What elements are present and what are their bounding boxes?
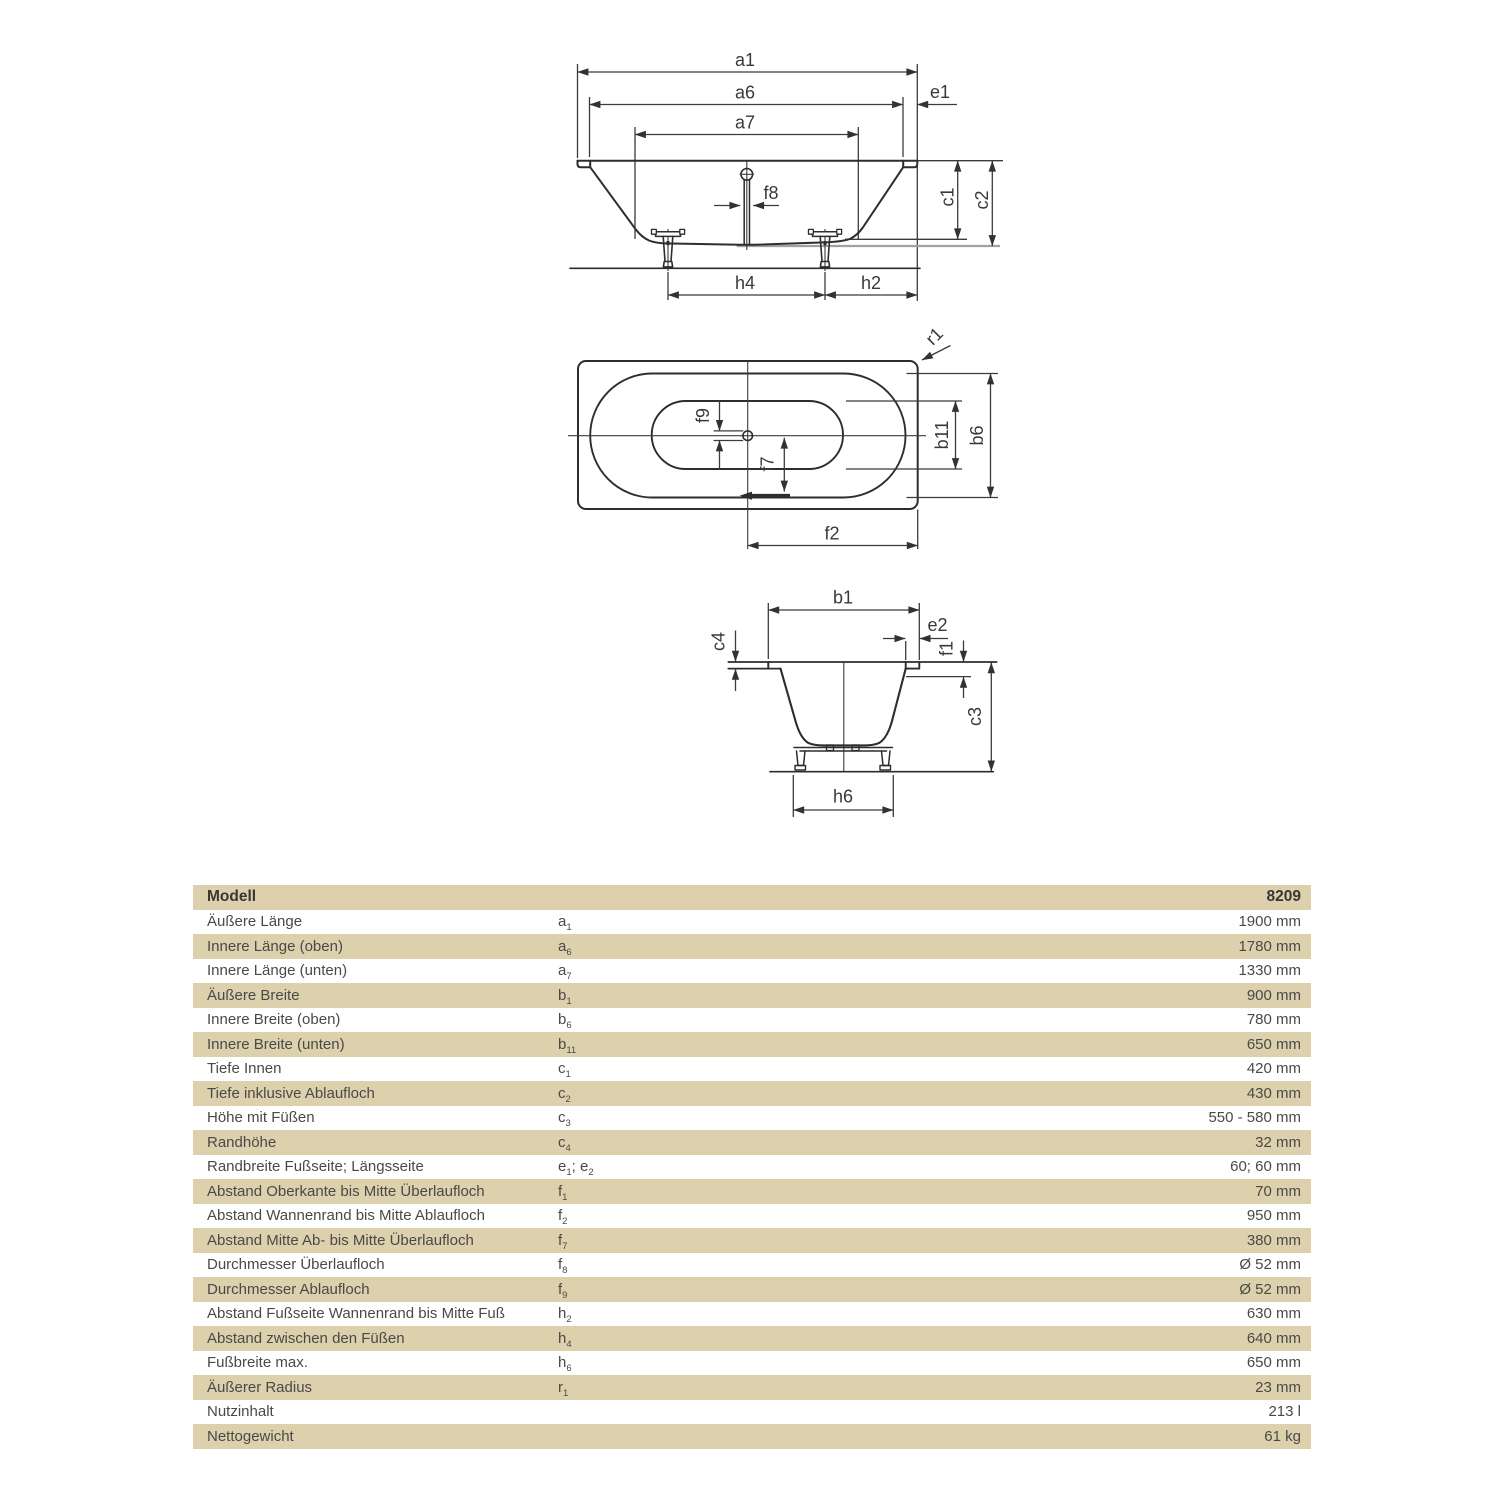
dim-label-h6: h6 (832, 786, 854, 807)
row-value: 780 mm (1246, 1011, 1301, 1029)
row-symbol: $r_1$ (558, 1378, 569, 1399)
row-symbol: $a_1$ (558, 913, 572, 934)
row-value: 213 l (1268, 1403, 1301, 1421)
dim-label-h4: h4 (734, 273, 756, 293)
table-header-model-number: 8209 (1266, 888, 1301, 906)
row-label: Innere Breite (unten) (207, 1035, 345, 1053)
row-label: Randhöhe (207, 1133, 277, 1151)
table-row (193, 1277, 1311, 1302)
row-label: Höhe mit Füßen (207, 1109, 315, 1127)
row-label: Tiefe inklusive Ablaufloch (207, 1084, 375, 1102)
table-row (193, 1106, 1311, 1131)
table-row (193, 1326, 1311, 1351)
row-label: Durchmesser Überlaufloch (207, 1256, 385, 1274)
row-symbol: $b_6$ (558, 1011, 572, 1032)
row-symbol: $f_1$ (558, 1182, 568, 1203)
row-value: 1900 mm (1238, 913, 1301, 931)
row-symbol: $c_4$ (558, 1133, 571, 1154)
table-row (193, 1375, 1311, 1400)
dim-label-a1: a1 (734, 50, 756, 70)
row-symbol: $f_9$ (558, 1280, 568, 1301)
row-symbol: $b_{11}$ (558, 1035, 577, 1056)
row-symbol: $h_2$ (558, 1305, 572, 1326)
dim-label-r1: r1 (921, 323, 947, 349)
row-symbol: $h_4$ (558, 1329, 572, 1350)
row-symbol: $b_1$ (558, 986, 572, 1007)
row-value: 70 mm (1255, 1182, 1301, 1200)
dim-label-c4: c4 (708, 631, 729, 652)
row-label: Äußere Breite (207, 986, 300, 1004)
table-row (193, 959, 1311, 984)
row-label: Tiefe Innen (207, 1060, 282, 1078)
row-value: 550 - 580 mm (1208, 1109, 1301, 1127)
row-label: Abstand Wannenrand bis Mitte Ablaufloch (207, 1207, 485, 1225)
table-row (193, 1253, 1311, 1278)
spec-table (193, 885, 1311, 1449)
row-symbol: $a_7$ (558, 962, 572, 983)
row-symbol: $a_6$ (558, 937, 572, 958)
dim-label-f2: f2 (824, 523, 840, 544)
row-value: 32 mm (1255, 1133, 1301, 1151)
dim-label-e2: e2 (927, 615, 948, 635)
row-symbol: $f_2$ (558, 1207, 568, 1228)
table-row (193, 1008, 1311, 1033)
table-row (193, 1179, 1311, 1204)
row-label: Abstand Oberkante bis Mitte Überlaufloch (207, 1182, 485, 1200)
dim-label-f7: f7 (757, 456, 778, 472)
dim-label-a6: a6 (734, 82, 756, 103)
table-row (193, 910, 1311, 935)
row-value: 650 mm (1246, 1354, 1301, 1372)
spec-table-rows (193, 910, 1311, 1449)
table-header-row (193, 885, 1311, 910)
cross-section-drawing (709, 588, 997, 818)
table-row (193, 1351, 1311, 1376)
row-symbol: $c_3$ (558, 1109, 571, 1130)
side-view-drawing (570, 50, 1003, 301)
row-symbol: $c_1$ (558, 1060, 571, 1081)
dim-label-e1: e1 (929, 82, 951, 102)
table-row (193, 1228, 1311, 1253)
row-symbol: $f_7$ (558, 1231, 568, 1252)
table-row (193, 1302, 1311, 1327)
row-value: 1780 mm (1238, 937, 1301, 955)
dim-label-b1: b1 (832, 587, 854, 608)
dim-label-c1: c1 (937, 187, 958, 207)
row-value: 630 mm (1246, 1305, 1301, 1323)
table-row (193, 1204, 1311, 1229)
row-label: Innere Länge (oben) (207, 937, 343, 955)
row-value: Ø 52 mm (1239, 1256, 1301, 1274)
row-label: Randbreite Fußseite; Längsseite (207, 1158, 424, 1176)
dim-label-h2: h2 (860, 273, 882, 293)
row-label: Nutzinhalt (207, 1403, 274, 1421)
row-label: Durchmesser Ablaufloch (207, 1280, 370, 1298)
table-row (193, 1155, 1311, 1180)
dim-label-f1: f1 (936, 640, 957, 657)
plan-view-drawing (568, 324, 998, 549)
row-symbol: $f_8$ (558, 1256, 568, 1277)
row-label: Innere Länge (unten) (207, 962, 348, 980)
table-row (193, 1081, 1311, 1106)
table-row (193, 1057, 1311, 1082)
row-value: 380 mm (1246, 1231, 1301, 1249)
dim-label-b6: b6 (967, 425, 987, 446)
table-row (193, 1130, 1311, 1155)
row-value: 950 mm (1246, 1207, 1301, 1225)
row-value: 60; 60 mm (1230, 1158, 1301, 1176)
row-value: 1330 mm (1238, 962, 1301, 980)
row-value: Ø 52 mm (1239, 1280, 1301, 1298)
table-header-model-label: Modell (207, 888, 257, 906)
dim-label-b11: b11 (932, 420, 952, 450)
row-value: 61 kg (1264, 1427, 1301, 1445)
row-symbol: $c_2$ (558, 1084, 571, 1105)
row-value: 900 mm (1246, 986, 1301, 1004)
row-value: 640 mm (1246, 1329, 1301, 1347)
row-label: Innere Breite (oben) (207, 1011, 341, 1029)
dim-label-f8: f8 (763, 183, 779, 203)
dim-label-a7: a7 (734, 112, 756, 133)
table-row (193, 934, 1311, 959)
row-label: Äußere Länge (207, 913, 303, 931)
row-label: Abstand Fußseite Wannenrand bis Mitte Fuß (207, 1305, 505, 1323)
row-label: Abstand zwischen den Füßen (207, 1329, 405, 1347)
row-label: Abstand Mitte Ab- bis Mitte Überlaufloch (207, 1231, 474, 1249)
table-row (193, 1424, 1311, 1449)
row-label: Äußerer Radius (207, 1378, 313, 1396)
row-symbol: $h_6$ (558, 1354, 572, 1375)
row-value: 23 mm (1255, 1378, 1301, 1396)
row-value: 420 mm (1246, 1060, 1301, 1078)
table-row (193, 1032, 1311, 1057)
dim-label-f9: f9 (693, 407, 713, 424)
row-value: 430 mm (1246, 1084, 1301, 1102)
row-symbol: $e_1$; $e_2$ (558, 1158, 594, 1179)
row-value: 650 mm (1246, 1035, 1301, 1053)
table-row (193, 983, 1311, 1008)
row-label: Fußbreite max. (207, 1354, 308, 1372)
dim-label-c2: c2 (972, 190, 992, 210)
row-label: Nettogewicht (207, 1427, 294, 1445)
dim-label-c3: c3 (965, 706, 985, 727)
table-row (193, 1400, 1311, 1425)
